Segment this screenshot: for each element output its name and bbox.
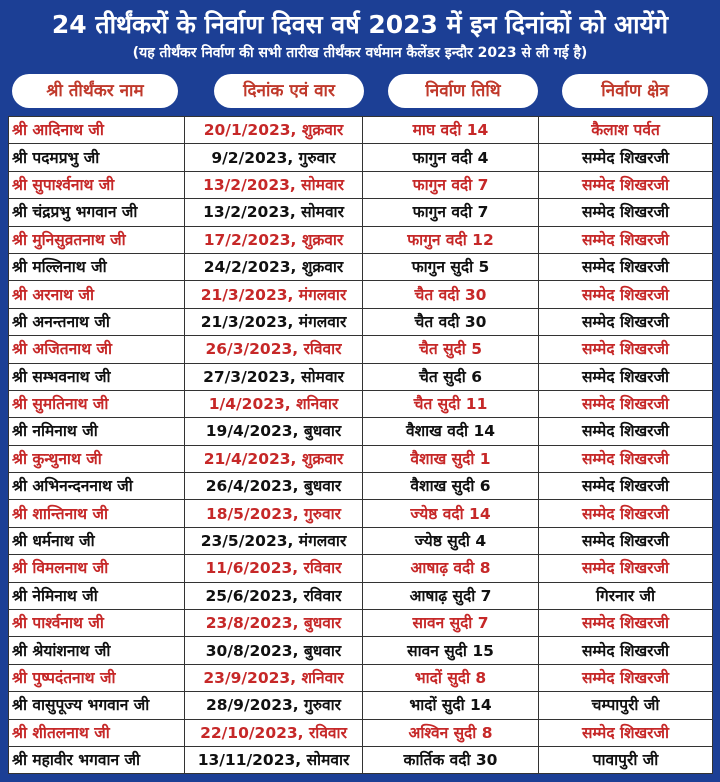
cell-date: 26/4/2023, बुधवार (185, 473, 363, 500)
cell-place: सम्मेद शिखरजी (539, 226, 713, 253)
cell-tithi: फागुन वदी 12 (363, 226, 539, 253)
cell-name: श्री आदिनाथ जी (9, 117, 185, 144)
table-row (9, 226, 713, 253)
table-row (9, 390, 713, 417)
cell-name: श्री पुष्पदंतनाथ जी (9, 664, 185, 691)
header-nirvana-place: निर्वाण क्षेत्र (562, 74, 708, 108)
cell-place: सम्मेद शिखरजी (539, 719, 713, 746)
cell-date: 30/8/2023, बुधवार (185, 637, 363, 664)
cell-place: सम्मेद शिखरजी (539, 500, 713, 527)
nirvana-table-wrap (8, 116, 712, 774)
cell-date: 20/1/2023, शुक्रवार (185, 117, 363, 144)
cell-name: श्री पार्श्वनाथ जी (9, 610, 185, 637)
cell-tithi: फागुन सुदी 5 (363, 253, 539, 280)
cell-name: श्री धर्मनाथ जी (9, 527, 185, 554)
cell-name: श्री सम्भवनाथ जी (9, 363, 185, 390)
header-nirvana-tithi: निर्वाण तिथि (388, 74, 538, 108)
cell-date: 27/3/2023, सोमवार (185, 363, 363, 390)
cell-date: 19/4/2023, बुधवार (185, 418, 363, 445)
table-row (9, 746, 713, 773)
cell-date: 18/5/2023, गुरुवार (185, 500, 363, 527)
cell-place: सम्मेद शिखरजी (539, 527, 713, 554)
cell-name: श्री शीतलनाथ जी (9, 719, 185, 746)
table-row (9, 664, 713, 691)
table-row (9, 555, 713, 582)
cell-place: सम्मेद शिखरजी (539, 308, 713, 335)
cell-name: श्री अभिनन्दननाथ जी (9, 473, 185, 500)
cell-tithi: अश्विन सुदी 8 (363, 719, 539, 746)
cell-tithi: फागुन वदी 4 (363, 144, 539, 171)
cell-tithi: चैत सुदी 6 (363, 363, 539, 390)
cell-name: श्री श्रेयांशनाथ जी (9, 637, 185, 664)
cell-tithi: चैत सुदी 5 (363, 336, 539, 363)
table-row (9, 610, 713, 637)
cell-place: सम्मेद शिखरजी (539, 664, 713, 691)
cell-name: श्री अजितनाथ जी (9, 336, 185, 363)
cell-date: 26/3/2023, रविवार (185, 336, 363, 363)
table-body (9, 117, 713, 774)
cell-place: सम्मेद शिखरजी (539, 336, 713, 363)
cell-tithi: कार्तिक वदी 30 (363, 746, 539, 773)
cell-place: सम्मेद शिखरजी (539, 473, 713, 500)
cell-place: सम्मेद शिखरजी (539, 637, 713, 664)
cell-place: गिरनार जी (539, 582, 713, 609)
table-row (9, 582, 713, 609)
cell-date: 13/11/2023, सोमवार (185, 746, 363, 773)
cell-place: सम्मेद शिखरजी (539, 199, 713, 226)
cell-place: चम्पापुरी जी (539, 692, 713, 719)
cell-name: श्री चंद्रप्रभु भगवान जी (9, 199, 185, 226)
nirvana-table (8, 116, 713, 774)
cell-tithi: सावन सुदी 15 (363, 637, 539, 664)
cell-tithi: वैशाख सुदी 6 (363, 473, 539, 500)
cell-date: 17/2/2023, शुक्रवार (185, 226, 363, 253)
cell-name: श्री कुन्थुनाथ जी (9, 445, 185, 472)
cell-date: 22/10/2023, रविवार (185, 719, 363, 746)
cell-date: 13/2/2023, सोमवार (185, 199, 363, 226)
cell-tithi: आषाढ़ वदी 8 (363, 555, 539, 582)
cell-date: 13/2/2023, सोमवार (185, 171, 363, 198)
cell-date: 23/8/2023, बुधवार (185, 610, 363, 637)
header-date-day: दिनांक एवं वार (214, 74, 364, 108)
cell-tithi: फागुन वदी 7 (363, 171, 539, 198)
table-row (9, 692, 713, 719)
table-row (9, 500, 713, 527)
column-headers (8, 72, 712, 112)
table-row (9, 473, 713, 500)
cell-date: 11/6/2023, रविवार (185, 555, 363, 582)
cell-place: सम्मेद शिखरजी (539, 253, 713, 280)
cell-place: सम्मेद शिखरजी (539, 390, 713, 417)
cell-tithi: ज्येष्ठ सुदी 4 (363, 527, 539, 554)
cell-tithi: माघ वदी 14 (363, 117, 539, 144)
cell-tithi: वैशाख सुदी 1 (363, 445, 539, 472)
table-row (9, 445, 713, 472)
cell-place: सम्मेद शिखरजी (539, 418, 713, 445)
cell-place: सम्मेद शिखरजी (539, 445, 713, 472)
cell-tithi: वैशाख वदी 14 (363, 418, 539, 445)
cell-date: 9/2/2023, गुरुवार (185, 144, 363, 171)
table-row (9, 281, 713, 308)
poster-title: 24 तीर्थंकरों के निर्वाण दिवस वर्ष 2023 में इन दिनांकों को आयेंगे (51, 10, 669, 39)
table-row (9, 719, 713, 746)
cell-name: श्री वासुपूज्य भगवान जी (9, 692, 185, 719)
cell-date: 24/2/2023, शुक्रवार (185, 253, 363, 280)
cell-place: सम्मेद शिखरजी (539, 144, 713, 171)
cell-date: 21/3/2023, मंगलवार (185, 281, 363, 308)
cell-tithi: चैत वदी 30 (363, 308, 539, 335)
cell-name: श्री नेमिनाथ जी (9, 582, 185, 609)
cell-tithi: चैत वदी 30 (363, 281, 539, 308)
cell-date: 1/4/2023, शनिवार (185, 390, 363, 417)
cell-date: 25/6/2023, रविवार (185, 582, 363, 609)
cell-place: पावापुरी जी (539, 746, 713, 773)
cell-name: श्री पदमप्रभु जी (9, 144, 185, 171)
cell-name: श्री अरनाथ जी (9, 281, 185, 308)
cell-name: श्री नमिनाथ जी (9, 418, 185, 445)
table-row (9, 253, 713, 280)
cell-tithi: फागुन वदी 7 (363, 199, 539, 226)
cell-place: सम्मेद शिखरजी (539, 555, 713, 582)
table-row (9, 199, 713, 226)
cell-name: श्री महावीर भगवान जी (9, 746, 185, 773)
cell-tithi: भादों सुदी 14 (363, 692, 539, 719)
cell-name: श्री मल्लिनाथ जी (9, 253, 185, 280)
cell-date: 21/3/2023, मंगलवार (185, 308, 363, 335)
table-row (9, 637, 713, 664)
cell-place: कैलाश पर्वत (539, 117, 713, 144)
poster-subtitle: (यह तीर्थंकर निर्वाण की सभी तारीख तीर्थंकर वर्धमान कैलेंडर इन्दौर 2023 से ली गई है) (132, 45, 588, 61)
table-row (9, 363, 713, 390)
cell-date: 23/5/2023, मंगलवार (185, 527, 363, 554)
cell-name: श्री शान्तिनाथ जी (9, 500, 185, 527)
cell-place: सम्मेद शिखरजी (539, 610, 713, 637)
cell-date: 28/9/2023, गुरुवार (185, 692, 363, 719)
cell-tithi: सावन सुदी 7 (363, 610, 539, 637)
table-row (9, 171, 713, 198)
table-row (9, 418, 713, 445)
cell-place: सम्मेद शिखरजी (539, 363, 713, 390)
cell-date: 23/9/2023, शनिवार (185, 664, 363, 691)
cell-tithi: भादों सुदी 8 (363, 664, 539, 691)
table-row (9, 308, 713, 335)
cell-name: श्री सुपार्श्वनाथ जी (9, 171, 185, 198)
cell-date: 21/4/2023, शुक्रवार (185, 445, 363, 472)
table-row (9, 144, 713, 171)
cell-tithi: आषाढ़ सुदी 7 (363, 582, 539, 609)
header-tirthankar-name: श्री तीर्थंकर नाम (12, 74, 178, 108)
cell-name: श्री सुमतिनाथ जी (9, 390, 185, 417)
table-row (9, 117, 713, 144)
cell-tithi: ज्येष्ठ वदी 14 (363, 500, 539, 527)
cell-name: श्री अनन्तनाथ जी (9, 308, 185, 335)
cell-tithi: चैत सुदी 11 (363, 390, 539, 417)
cell-place: सम्मेद शिखरजी (539, 171, 713, 198)
cell-name: श्री विमलनाथ जी (9, 555, 185, 582)
cell-name: श्री मुनिसुव्रतनाथ जी (9, 226, 185, 253)
table-row (9, 336, 713, 363)
cell-place: सम्मेद शिखरजी (539, 281, 713, 308)
table-row (9, 527, 713, 554)
